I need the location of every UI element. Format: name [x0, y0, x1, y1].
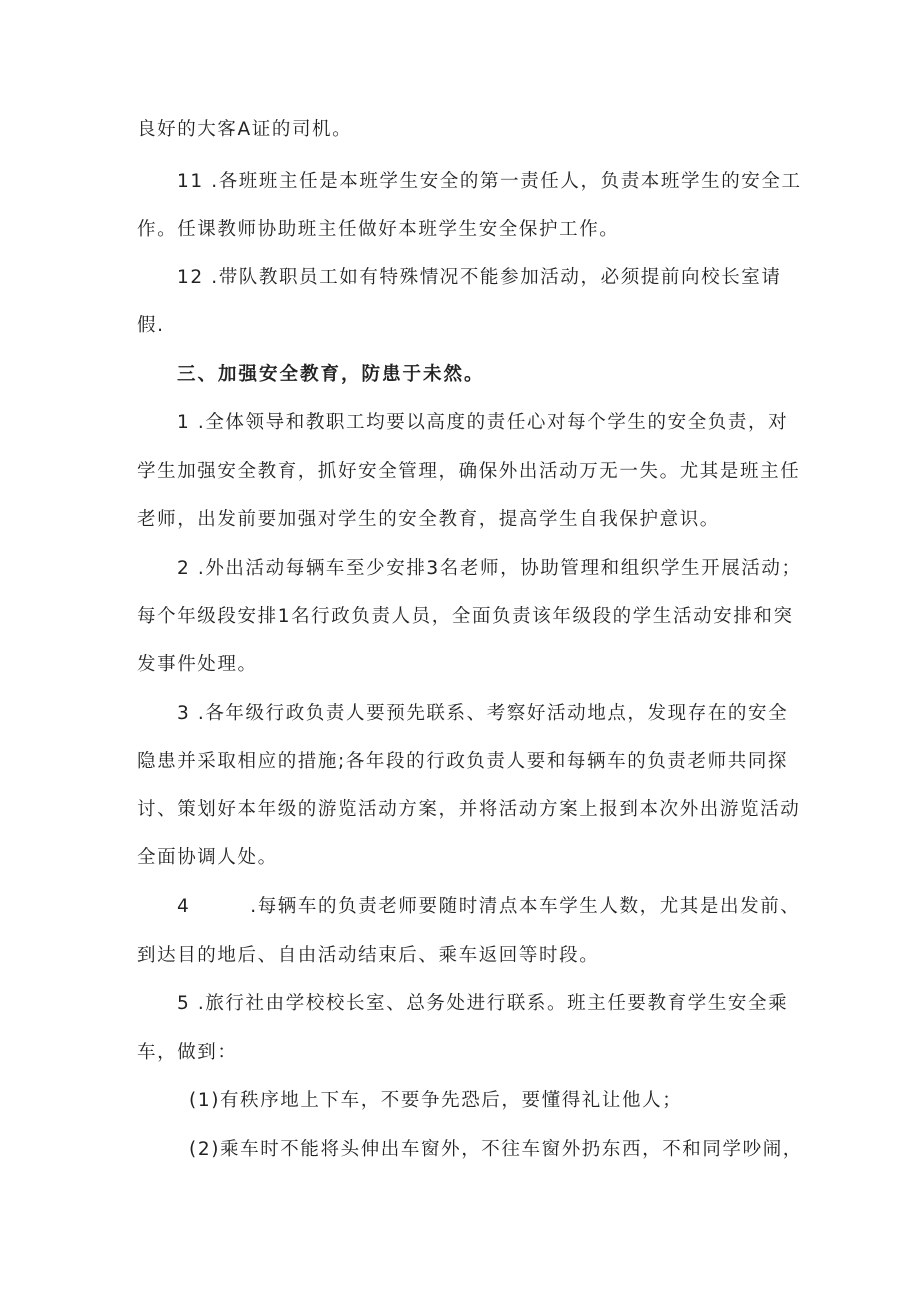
text-line: 到达目的地后、自由活动结束后、乘车返回等时段。 — [137, 945, 600, 966]
text-line: 12 .带队教职员工如有特殊情况不能参加活动，必须提前向校长室请 — [177, 267, 782, 288]
text-line: 3 .各年级行政负责人要预先联系、考察好活动地点，发现存在的安全 — [177, 703, 789, 724]
text-line: 作。任课教师协助班主任做好本班学生安全保护工作。 — [137, 219, 620, 240]
text-line: 发事件处理。 — [137, 654, 258, 675]
text-line: 1 .全体领导和教职工均要以高度的责任心对每个学生的安全负责，对 — [177, 412, 789, 433]
list-item: (2)乘车时不能将头伸出车窗外，不往车窗外扔东西，不和同学吵闹， — [189, 1139, 803, 1160]
text-line: 全面协调人处。 — [137, 847, 278, 868]
text-line: 讨、策划好本年级的游览活动方案，并将活动方案上报到本次外出游览活动 — [137, 799, 801, 820]
text-line: 4 .每辆车的负责老师要随时清点本车学生人数，尤其是出发前、 — [177, 896, 801, 917]
text-line: 良好的大客A证的司机。 — [137, 119, 353, 140]
section-heading: 三、加强安全教育，防患于未然。 — [177, 364, 485, 385]
text-line: 隐患并采取相应的措施;各年段的行政负责人要和每辆车的负责老师共同探 — [137, 751, 789, 772]
text-line: 假. — [137, 315, 165, 336]
list-item: (1)有秩序地上下车，不要争先恐后，要懂得礼让他人； — [189, 1090, 683, 1111]
text-line: 每个年级段安排1名行政负责人员，全面负责该年级段的学生活动安排和突 — [137, 606, 794, 627]
text-line: 车，做到： — [137, 1042, 238, 1063]
text-line: 学生加强安全教育，抓好安全管理，确保外出活动万无一失。尤其是班主任 — [137, 461, 801, 482]
text-line: 2 .外出活动每辆车至少安排3名老师，协助管理和组织学生开展活动； — [177, 558, 802, 579]
text-line: 11 .各班班主任是本班学生安全的第一责任人，负责本班学生的安全工 — [177, 171, 802, 192]
text-line: 老师，出发前要加强对学生的安全教育，提高学生自我保护意识。 — [137, 509, 720, 530]
text-line: 5 .旅行社由学校校长室、总务处进行联系。班主任要教育学生安全乘 — [177, 993, 789, 1014]
